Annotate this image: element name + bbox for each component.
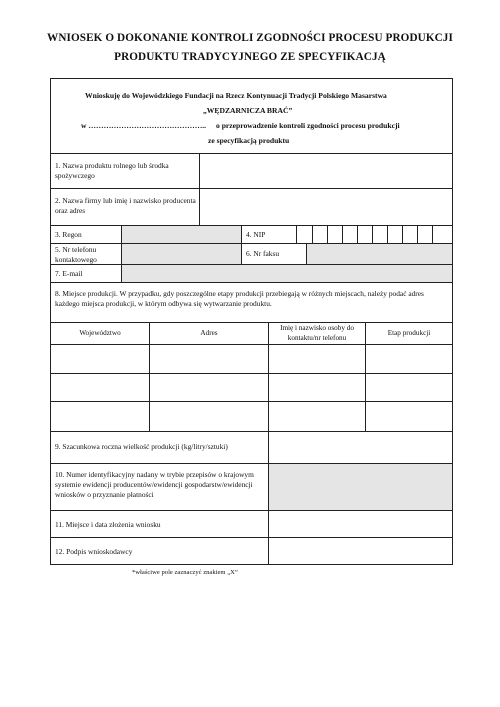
nip-digit-box: [417, 226, 418, 243]
table-cell[interactable]: [149, 345, 268, 373]
table-cell[interactable]: [268, 345, 365, 373]
table-cell[interactable]: [51, 374, 149, 401]
input-annual-volume[interactable]: [268, 432, 452, 463]
label-producer: 2. Nazwa firmy lub imię i nazwisko producenta oraz adres: [55, 196, 196, 215]
row-producer: [51, 188, 452, 225]
intro-line-3b: o przeprowadzenie kontroli zgodności procesu produkcji: [216, 121, 400, 130]
input-producer[interactable]: [199, 189, 452, 225]
table-cell[interactable]: [51, 345, 149, 373]
input-signature[interactable]: [268, 538, 452, 564]
label-nip: 4. NIP: [241, 226, 296, 243]
input-nip[interactable]: [296, 226, 452, 243]
nip-digit-box: [327, 226, 328, 243]
table-cell[interactable]: [365, 374, 452, 401]
input-identification-number[interactable]: [268, 464, 452, 510]
table-cell[interactable]: [149, 374, 268, 401]
table-cell[interactable]: [268, 374, 365, 401]
row-signature: [51, 537, 452, 564]
intro-section: [51, 79, 452, 154]
nip-digit-box: [402, 226, 403, 243]
table-cell[interactable]: [268, 402, 365, 431]
input-place-date[interactable]: [268, 511, 452, 537]
label-fax: 6. Nr faksu: [241, 244, 306, 264]
nip-digit-box: [432, 226, 433, 243]
production-table-header: [51, 322, 452, 344]
col-voivodeship: Województwo: [79, 329, 121, 337]
row-regon-nip: [51, 225, 452, 243]
col-address: Adres: [149, 323, 268, 344]
row-identification-number: [51, 463, 452, 510]
nip-digit-box: [372, 226, 373, 243]
intro-line-2: „WĘDZARNICZA BRAĆ”: [203, 106, 293, 115]
table-cell[interactable]: [365, 402, 452, 431]
input-email[interactable]: [121, 265, 452, 282]
table-cell[interactable]: [149, 402, 268, 431]
label-place-date: 11. Miejsce i data złożenia wniosku: [55, 520, 161, 529]
label-regon: 3. Regon: [55, 230, 82, 239]
label-identification-number: 10. Numer identyfikacyjny nadany w trybie przepisów o krajowym systemie ewidencji producentów/ewidencji gospodarstw/ewidencji wniosków o przyznanie płatności: [55, 470, 254, 499]
form-title: [40, 29, 460, 67]
nip-digit-box: [357, 226, 358, 243]
intro-line-1: Wnioskuję do Wojewódzkiego Fundacji na Rzecz Kontynuacji Tradycji Polskiego Masarstwa: [85, 91, 387, 100]
table-cell[interactable]: [365, 345, 452, 373]
nip-digit-box: [387, 226, 388, 243]
row-email: [51, 264, 452, 282]
table-row: [51, 401, 452, 431]
nip-digit-box: [312, 226, 313, 243]
row-phone-fax: [51, 243, 452, 264]
label-signature: 12. Podpis wnioskodawcy: [55, 547, 133, 556]
label-production-place: 8. Miejsce produkcji. W przypadku, gdy poszczególne etapy produkcji przebiegają w różnych miejscach, należy podać adres każdego miejsca produkcji, w którym odbywa się wytwarzanie produktu.: [55, 289, 424, 308]
nip-digit-box: [342, 226, 343, 243]
label-annual-volume: 9. Szacunkowa roczna wielkość produkcji (kg/litry/sztuki): [55, 442, 228, 451]
label-email: 7. E-mail: [55, 269, 83, 278]
input-product-name[interactable]: [199, 154, 452, 188]
application-form: [50, 78, 453, 565]
label-product-name: 1. Nazwa produktu rolnego lub środka spożywczego: [55, 161, 169, 180]
intro-line-4: ze specyfikacją produktu: [208, 136, 290, 145]
col-stage: Etap produkcji: [365, 323, 452, 344]
intro-line-3a: w ………………………………………..: [81, 121, 207, 130]
input-phone[interactable]: [121, 244, 241, 264]
input-regon[interactable]: [121, 226, 241, 243]
table-row: [51, 373, 452, 401]
row-place-date: [51, 510, 452, 537]
input-fax[interactable]: [306, 244, 452, 264]
table-row: [51, 344, 452, 373]
col-contact: Imię i nazwisko osoby do kontaktu/nr telefonu: [268, 323, 365, 344]
row-production-place: [51, 282, 452, 322]
row-annual-volume: [51, 431, 452, 463]
row-product-name: [51, 153, 452, 188]
title-line-2: PRODUKTU TRADYCYJNEGO ZE SPECYFIKACJĄ: [114, 51, 386, 63]
table-cell[interactable]: [51, 402, 149, 431]
title-line-1: WNIOSEK O DOKONANIE KONTROLI ZGODNOŚCI PROCESU PRODUKCJI: [47, 32, 453, 44]
label-phone: 5. Nr telefonu kontaktowego: [55, 245, 97, 264]
footnote: *właściwe pole zaznaczyć znakiem „X”: [132, 569, 238, 576]
